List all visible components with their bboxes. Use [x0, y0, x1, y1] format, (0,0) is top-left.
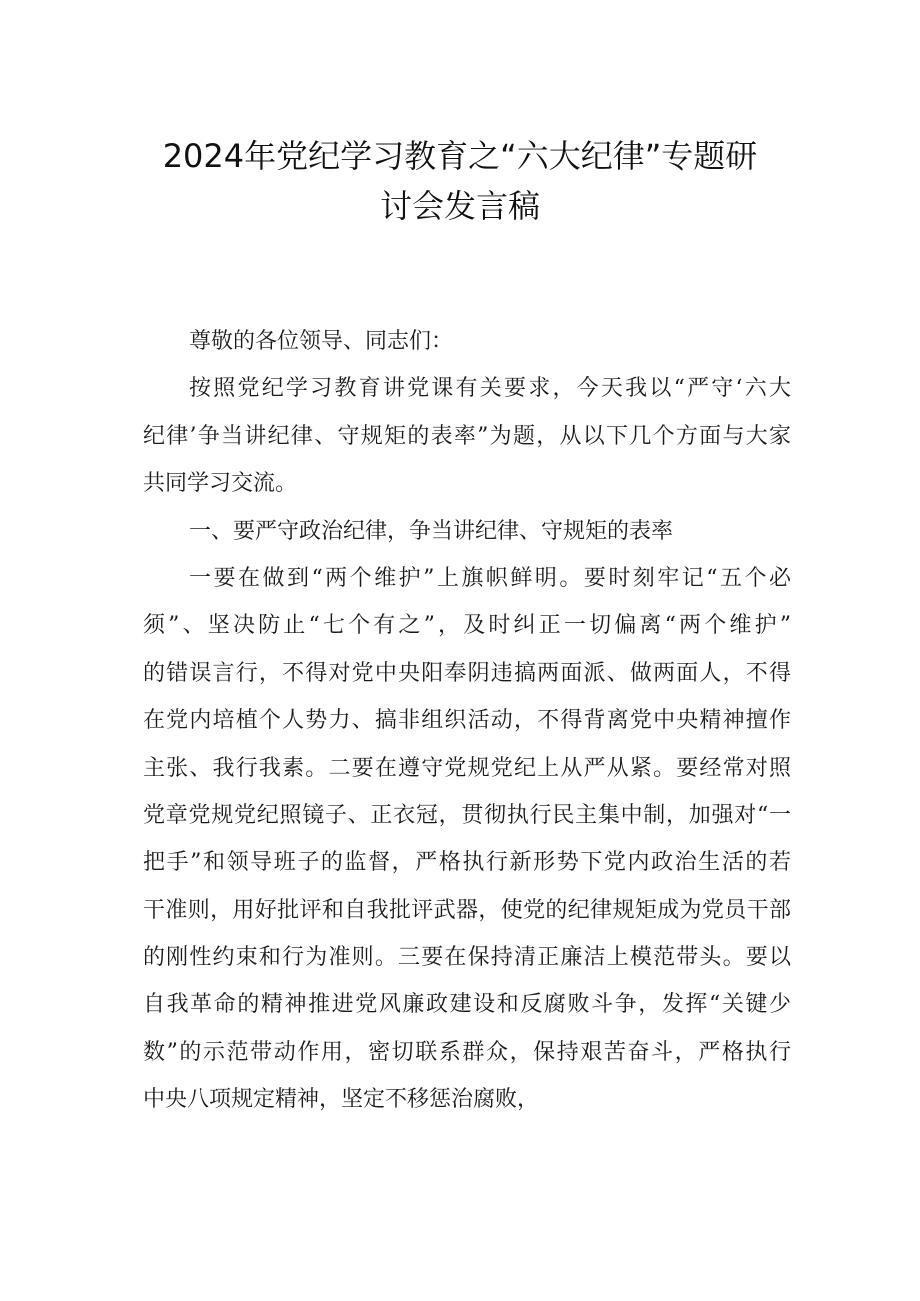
paragraph-line: 纪律’争当讲纪律、守规矩的表率”为题，从以下几个方面与大家 — [143, 423, 791, 449]
paragraph-line: 数”的示范带动作用，密切联系群众，保持艰苦奋斗，严格执行 — [143, 1039, 791, 1065]
document-body — [143, 318, 791, 1124]
paragraph-line: 自我革命的精神推进党风廉政建设和反腐败斗争，发挥“关键少 — [143, 992, 791, 1018]
paragraph-line: 一要在做到“两个维护”上旗帜鲜明。要时刻牢记“五个必 — [189, 565, 791, 591]
paragraph-line: 把手”和领导班子的监督，严格执行新形势下党内政治生活的若 — [143, 850, 791, 876]
paragraph-line: 须”、坚决防止“七个有之”，及时纠正一切偏离“两个维护” — [143, 613, 791, 639]
paragraph-line: 中央八项规定精神，坚定不移惩治腐败， — [143, 1087, 540, 1113]
paragraph-line: 干准则，用好批评和自我批评武器，使党的纪律规矩成为党员干部 — [143, 897, 791, 923]
paragraph-line: 的刚性约束和行为准则。三要在保持清正廉洁上模范带头。要以 — [143, 945, 791, 971]
section-heading: 一、要严守政治纪律，争当讲纪律、守规矩的表率 — [189, 518, 674, 544]
document-title-line-2: 讨会发言稿 — [379, 187, 540, 225]
document-title-line-1: 2024年党纪学习教育之“六大纪律”专题研 — [162, 137, 758, 175]
paragraph-line: 主张、我行我素。二要在遵守党规党纪上从严从紧。要经常对照 — [143, 755, 791, 781]
paragraph-line: 党章党规党纪照镜子、正衣冠，贯彻执行民主集中制，加强对“一 — [143, 802, 791, 828]
paragraph-line: 共同学习交流。 — [143, 471, 298, 497]
paragraph-line: 按照党纪学习教育讲党课有关要求，今天我以“严守‘六大 — [189, 376, 791, 402]
salutation: 尊敬的各位领导、同志们： — [189, 329, 454, 354]
paragraph-line: 的错误言行，不得对党中央阳奉阴违搞两面派、做两面人，不得 — [143, 660, 791, 686]
paragraph-line: 在党内培植个人势力、搞非组织活动，不得背离党中央精神擅作 — [143, 708, 791, 734]
